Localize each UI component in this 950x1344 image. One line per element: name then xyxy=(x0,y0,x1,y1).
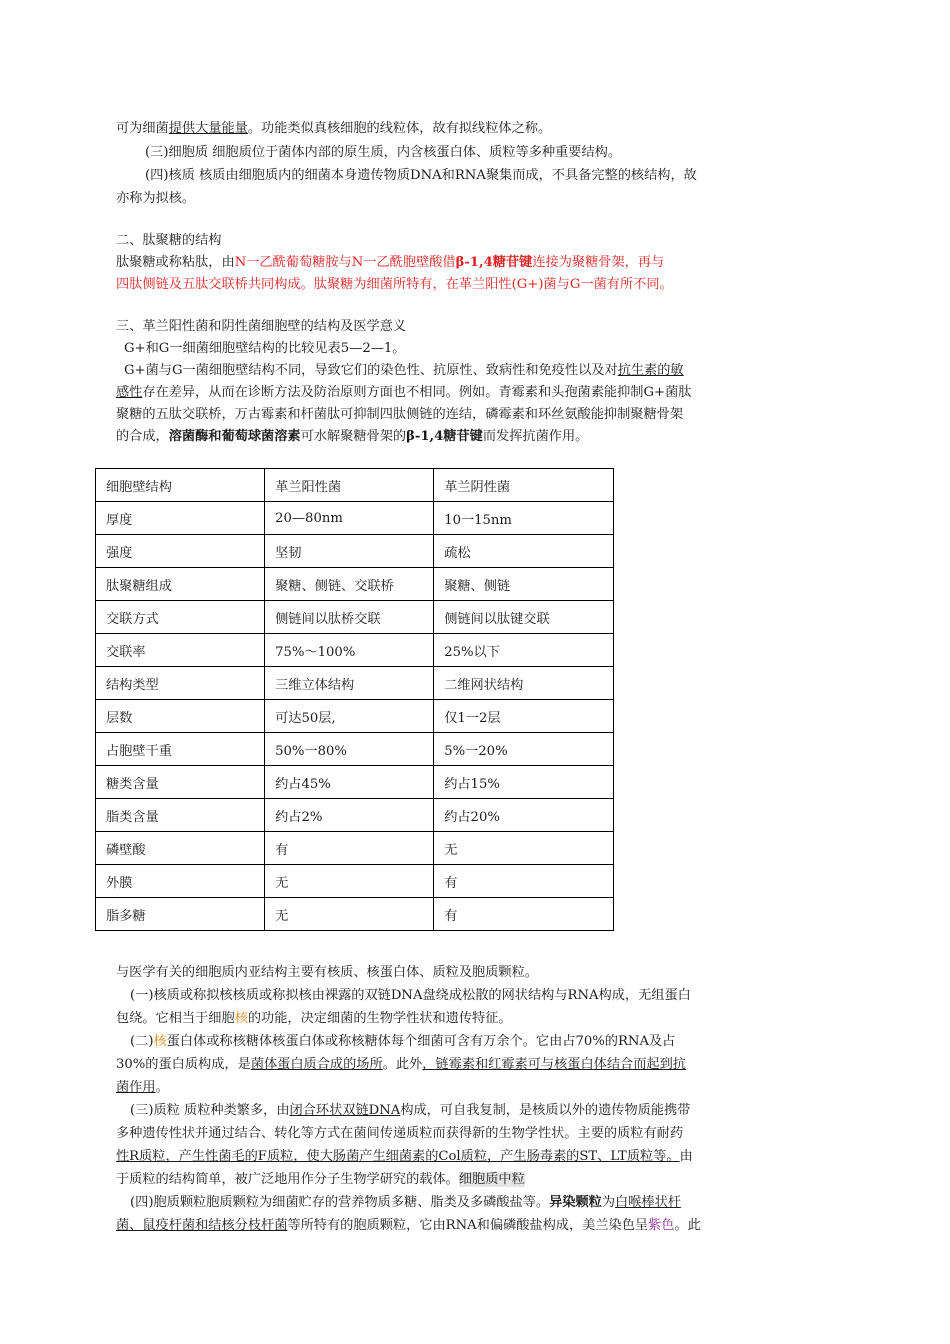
text-run: 可水解聚糖骨架的 xyxy=(300,429,407,444)
text-run: 的合成， xyxy=(116,429,169,444)
underlined-text: 抗生素的敏 xyxy=(617,363,684,378)
table-row xyxy=(96,766,614,799)
text-run: (三)质粒 质粒种类繁多，由 xyxy=(130,1103,290,1118)
table-header-row xyxy=(96,469,614,502)
table-cell: 外膜 xyxy=(96,865,265,898)
underlined-text: 白喉棒状杆 xyxy=(615,1195,681,1210)
text-run: 可为细菌 xyxy=(116,121,169,136)
text-line xyxy=(116,1008,512,1030)
text-run: G+菌与G一菌细胞壁结构不同，导致它们的染色性、抗原性、致病性和免疫性以及对 xyxy=(124,363,618,378)
text-line xyxy=(116,382,691,404)
table-cell: 交联率 xyxy=(96,634,265,667)
table-cell: 占胞壁干重 xyxy=(96,733,265,766)
table-header-cell: 细胞壁结构 xyxy=(96,469,265,502)
table-row xyxy=(96,733,614,766)
table-cell: 磷壁酸 xyxy=(96,832,265,865)
underlined-text: 感性 xyxy=(116,385,143,400)
text-run: 。功能类似真核细胞的线粒体，故有拟线粒体之称。 xyxy=(247,121,552,136)
table-cell: 三维立体结构 xyxy=(265,667,434,700)
text-line: (三)细胞质 细胞质位于菌体内部的原生质，内含核蛋白体、质粒等多种重要结构。 xyxy=(145,145,622,160)
section-heading: 二、肽聚糖的结构 xyxy=(116,233,222,248)
comparison-table xyxy=(95,468,614,931)
table-cell: 约占15% xyxy=(434,766,614,799)
bold-red-text: β-1,4糖苷键 xyxy=(455,255,533,270)
table-row xyxy=(96,502,614,535)
underlined-text: 闭合环状双链DNA xyxy=(289,1103,401,1118)
bold-text: 异染颗粒 xyxy=(549,1195,602,1210)
table-row xyxy=(96,898,614,931)
text-line xyxy=(116,252,664,274)
table-cell: 聚糖、侧链 xyxy=(434,568,614,601)
table-cell: 无 xyxy=(265,898,434,931)
table-cell: 有 xyxy=(434,898,614,931)
table-cell: 糖类含量 xyxy=(96,766,265,799)
bold-text: β-1,4糖苷键 xyxy=(406,429,483,444)
text-line xyxy=(130,1192,681,1214)
red-text: N一乙酰葡萄糖胺与N一乙酰胞壁酸借 xyxy=(234,255,456,270)
table-cell: 脂多糖 xyxy=(96,898,265,931)
text-line xyxy=(130,1100,690,1122)
table-cell: 75%～100% xyxy=(265,634,434,667)
text-line: 四肽侧链及五肽交联桥共同构成。肽聚糖为细菌所特有，在革兰阳性(G+)菌与G一菌有所不同。 xyxy=(116,277,673,292)
table-cell: 有 xyxy=(434,865,614,898)
text-line xyxy=(116,1054,686,1076)
text-line xyxy=(130,1031,675,1053)
table-cell: 约占2% xyxy=(265,799,434,832)
table-cell: 坚韧 xyxy=(265,535,434,568)
text-line xyxy=(116,1146,693,1168)
table-cell: 25%以下 xyxy=(434,634,614,667)
underlined-text: 菌体蛋白质合成的场所 xyxy=(250,1057,383,1072)
table-cell: 约占20% xyxy=(434,799,614,832)
table-cell: 强度 xyxy=(96,535,265,568)
table-cell: 疏松 xyxy=(434,535,614,568)
table-cell: 有 xyxy=(265,832,434,865)
text-line xyxy=(116,1215,701,1237)
table-row xyxy=(96,634,614,667)
table-cell: 交联方式 xyxy=(96,601,265,634)
table-header-cell: 革兰阳性菌 xyxy=(265,469,434,502)
text-line xyxy=(124,360,684,382)
table-row xyxy=(96,799,614,832)
red-text: 连接为聚糖骨架，再与 xyxy=(532,255,665,270)
text-run: 于质粒的结构简单，被广泛地用作分子生物学研究的载体。 xyxy=(116,1172,459,1187)
text-run: 。此外 xyxy=(382,1057,423,1072)
text-run: (四)胞质颗粒胞质颗粒为细菌贮存的营养物质多糖、脂类及多磷酸盐等。 xyxy=(130,1195,550,1210)
text-run: 包绕。它相当于细胞 xyxy=(116,1011,235,1026)
orange-text: 核 xyxy=(153,1034,167,1049)
table-row xyxy=(96,832,614,865)
table-cell: 聚糖、侧链、交联桥 xyxy=(265,568,434,601)
bold-text: 溶菌酶和葡萄球菌溶素 xyxy=(168,429,301,444)
table-cell: 可达50层, xyxy=(265,700,434,733)
text-line xyxy=(116,1169,525,1191)
table-cell: 10一15nm xyxy=(434,502,614,535)
table-cell: 层数 xyxy=(96,700,265,733)
table-row xyxy=(96,601,614,634)
text-run: 存在差异，从而在诊断方法及防治原则方面也不相同。例如。青霉素和头孢菌素能抑制G+菌肽 xyxy=(142,385,692,400)
underlined-text: 菌、鼠疫杆菌和结核分枝杆菌 xyxy=(116,1218,288,1233)
text-line: 多种遗传性状并通过结合、转化等方式在菌间传递质粒而获得新的生物学性状。主要的质粒有耐药 xyxy=(116,1126,684,1141)
text-run: 而发挥抗菌作用。 xyxy=(482,429,589,444)
text-run: 为 xyxy=(601,1195,616,1210)
table-cell: 5%一20% xyxy=(434,733,614,766)
table-cell: 无 xyxy=(265,865,434,898)
text-line: (四)核质 核质由细胞质内的细菌本身遗传物质DNA和RNA聚集而成，不具备完整的核结构，故 xyxy=(145,168,697,183)
table-row xyxy=(96,667,614,700)
table-cell: 20—80nm xyxy=(265,502,434,535)
table-row xyxy=(96,700,614,733)
table-cell: 脂类含量 xyxy=(96,799,265,832)
table-cell: 侧链间以肽键交联 xyxy=(434,601,614,634)
text-line xyxy=(116,426,588,448)
table-cell: 50%一80% xyxy=(265,733,434,766)
text-line xyxy=(116,118,551,140)
text-run: (二) xyxy=(130,1034,154,1049)
table-cell: 约占45% xyxy=(265,766,434,799)
table-cell: 二维网状结构 xyxy=(434,667,614,700)
text-line: 亦称为拟核。 xyxy=(116,191,196,206)
underlined-text: ，链霉素和红霉素可与核蛋白体结合而起到抗 xyxy=(422,1057,686,1072)
purple-text: 紫色 xyxy=(648,1218,675,1233)
text-run: 的功能，决定细菌的生物学性状和遗传特征。 xyxy=(247,1011,512,1026)
text-run: 。 xyxy=(155,1080,169,1095)
text-run: 肽聚糖或称粘肽，由 xyxy=(116,255,235,270)
text-run: 由 xyxy=(679,1149,693,1164)
table-cell: 无 xyxy=(434,832,614,865)
section-heading: 三、革兰阳性菌和阴性菌细胞壁的结构及医学意义 xyxy=(116,319,407,334)
table-cell: 厚度 xyxy=(96,502,265,535)
table-body xyxy=(96,469,614,931)
table-cell: 结构类型 xyxy=(96,667,265,700)
table-row xyxy=(96,568,614,601)
table-cell: 侧链间以肽桥交联 xyxy=(265,601,434,634)
table-cell: 肽聚糖组成 xyxy=(96,568,265,601)
highlighted-text: 细胞质中粒 xyxy=(458,1172,525,1187)
text-run: 30%的蛋白质构成，是 xyxy=(116,1057,251,1072)
text-run: 等所特有的胞质颗粒，它由RNA和偏磷酸盐构成，美兰染色呈 xyxy=(287,1218,649,1233)
underlined-text: 性R质粒，产生性菌毛的F质粒，使大肠菌产生细菌素的Col质粒，产生肠毒素的ST、LT质粒等。 xyxy=(116,1149,680,1164)
text-run: 。此 xyxy=(674,1218,701,1233)
text-line: G+和G一细菌细胞壁结构的比较见表5—2—1。 xyxy=(124,341,406,356)
underlined-text: 菌作用 xyxy=(116,1080,156,1095)
text-line xyxy=(116,1077,169,1099)
text-run: 构成，可自我复制，是核质以外的遗传物质能携带 xyxy=(400,1103,691,1118)
orange-text: 核 xyxy=(234,1011,248,1026)
table-row xyxy=(96,865,614,898)
text-line: 与医学有关的细胞质内亚结构主要有核质、核蛋白体、质粒及胞质颗粒。 xyxy=(116,965,538,980)
text-line: (一)核质或称拟核核质或称拟核由裸露的双链DNA盘绕成松散的网状结构与RNA构成，无组蛋白 xyxy=(130,988,691,1003)
table-header-cell: 革兰阴性菌 xyxy=(434,469,614,502)
table-row xyxy=(96,535,614,568)
text-line: 聚糖的五肽交联桥，万古霉素和杆菌肽可抑制四肽侧链的连结，磷霉素和环丝氨酸能抑制聚糖骨架 xyxy=(116,407,684,422)
text-run: 蛋白体或称核糖体核蛋白体或称核糖体每个细菌可含有万余个。它由占70%的RNA及占 xyxy=(166,1034,676,1049)
underlined-text: 提供大量能量 xyxy=(168,121,248,136)
table-cell: 仅1一2层 xyxy=(434,700,614,733)
